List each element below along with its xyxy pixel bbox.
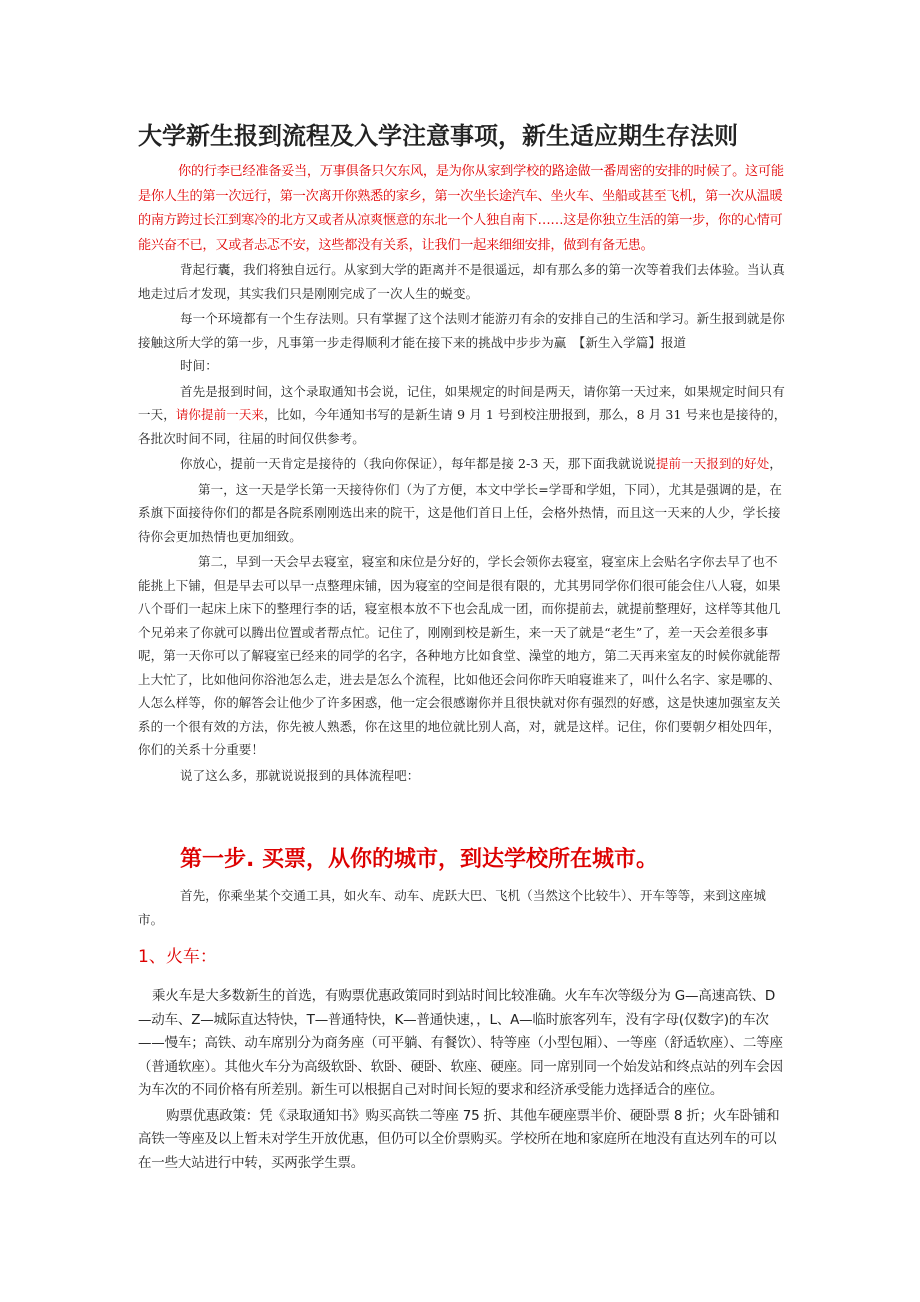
report-time-text-b: ，比如，今年通知书写的是新生请 9 月 1 号到校注册报到，那么，8 月 31 号来也是接待的，各批次时间不同，往届的时间仅供参考。 [138,407,787,446]
train-subheading: 1、火车： [138,947,217,967]
paragraph-transport: 首先，你乘坐某个交通工具，如火车、动车、虎跃大巴、飞机（当然这个比较牛）、开车等等，来到这座城市。 [138,888,766,927]
paragraph-benefit-first: 第一，这一天是学长第一天接待你们（为了方便，本文中学长=学哥和学姐，下同），尤其是强调的是，在系旗下面接待你们的都是各院系刚刚选出来的院干，这是他们首日上任，会格外热情，而且这一天来的人少，学长接待你会更加热情也更加细致。 [138,481,782,544]
paragraph-benefit-second: 第二，早到一天会早去寝室，寝室和床位是分好的，学长会领你去寝室，寝室床上会贴名字你去早了也不能挑上下铺，但是早去可以早一点整理床铺，因为寝室的空间是很有限的，尤其男同学你们很可能会住八人寝，如果八个哥们一起床上床下的整理行李的话，寝室根本放不下也会乱成一团，而你提前去，就提前整理好，这样等其他几个兄弟来了你就可以腾出位置或者帮点忙。记住了，刚刚到校是新生，来一天了就是“老生”了，差一天会差很多事呢，第一天你可以了解寝室已经来的同学的名字，各种地方比如食堂、澡堂的地方，第二天再来室友的时候你就能帮上大忙了，比如他问你浴池怎么走，进去是怎么个流程，比如他还会问你昨天咱寝谁来了，叫什么名字、家是哪的、人怎么样等，你的解答会让他少了许多困惑，他一定会很感谢你并且很快就对你有强烈的好感，这是快速加强室友关系的一个很有效的方法，你先被人熟悉，你在这里的地位就比别人高，对，就是这样。记住，你们要朝夕相处四年，你们的关系十分重要！ [138,554,781,757]
paragraph-process-intro: 说了这么多，那就说说报到的具体流程吧： [180,767,420,783]
paragraph-train-classes: 乘火车是大多数新生的首选，有购票优惠政策同时到站时间比较准确。火车车次等级分为 G—高速高铁、D—动车、Z—城际直达特快，T—普通特快，K—普通快速，，L、A—临时旅客列车，没有字母(仅数字)的车次——慢车；高铁、动车席别分为商务座（可平躺、有餐饮）、特等座（小型包厢）、一等座（舒适软座）、二等座（普通软座）。其他火车分为高级软卧、软卧、硬卧、软座、硬座。同一席别同一个始发站和终点站的列车会因为车次的不同价格有所差别。新生可以根据自己对时间长短的要求和经济承受能力选择适合的座位。 [138,988,783,1098]
report-time-highlight: 请你提前一天来 [175,407,265,422]
body-section-1 [138,258,788,787]
body-section-2 [138,884,788,931]
paragraph-time-label: 时间： [180,358,218,373]
paragraph-report-time [138,380,788,451]
train-section [138,985,788,1175]
early-benefit-text-a: 你放心，提前一天肯定是接待的（我向你保证），每年都是接 2-3 天，那下面我就说说 [180,456,656,471]
report-time-text-a: 首先是报到时间，这个录取通知书会说，记住，如果规定的时间是两天，请你第一天过来，如果规定时间只有一天， [138,383,785,422]
paragraph-ticket-discount: 购票优惠政策：凭《录取通知书》购买高铁二等座 75 折、其他车硬座票半价、硬卧票 8 折；火车卧铺和高铁一等座及以上暂未对学生开放优惠，但仍可以全价票购买。学校所在地和家庭所在地没有直达列车的可以在一些大站进行中转，买两张学生票。 [138,1107,780,1171]
paragraph-early-benefit [138,452,788,476]
early-benefit-text-b: ， [769,456,782,471]
paragraph-journey: 背起行囊，我们将独自远行。从家到大学的距离并不是很遥远，却有那么多的第一次等着我们去体验。当认真地走过后才发现，其实我们只是刚刚完成了一次人生的蜕变。 [138,262,785,301]
paragraph-survival-rule: 每一个环境都有一个生存法则。只有掌握了这个法则才能游刃有余的安排自己的生活和学习。新生报到就是你接触这所大学的第一步，凡事第一步走得顺利才能在接下来的挑战中步步为赢 【新生入学篇】报道 [138,311,785,350]
document-title: 大学新生报到流程及入学注意事项，新生适应期生存法则 [138,122,738,150]
intro-paragraph: 你的行李已经准备妥当，万事俱备只欠东风，是为你从家到学校的路途做一番周密的安排的时候了。这可能是你人生的第一次远行，第一次离开你熟悉的家乡，第一次坐长途汽车、坐火车、坐船或甚至飞机，第一次从温暖的南方跨过长江到寒冷的北方又或者从凉爽惬意的东北一个人独自南下……这是你独立生活的第一步，你的心情可能兴奋不已，又或者忐忑不安，这些都没有关系，让我们一起来细细安排，做到有备无患。 [138,164,784,253]
early-benefit-highlight: 提前一天报到的好处 [655,456,770,471]
step-one-heading: 第一步. 买票，从你的城市，到达学校所在城市。 [180,847,659,872]
